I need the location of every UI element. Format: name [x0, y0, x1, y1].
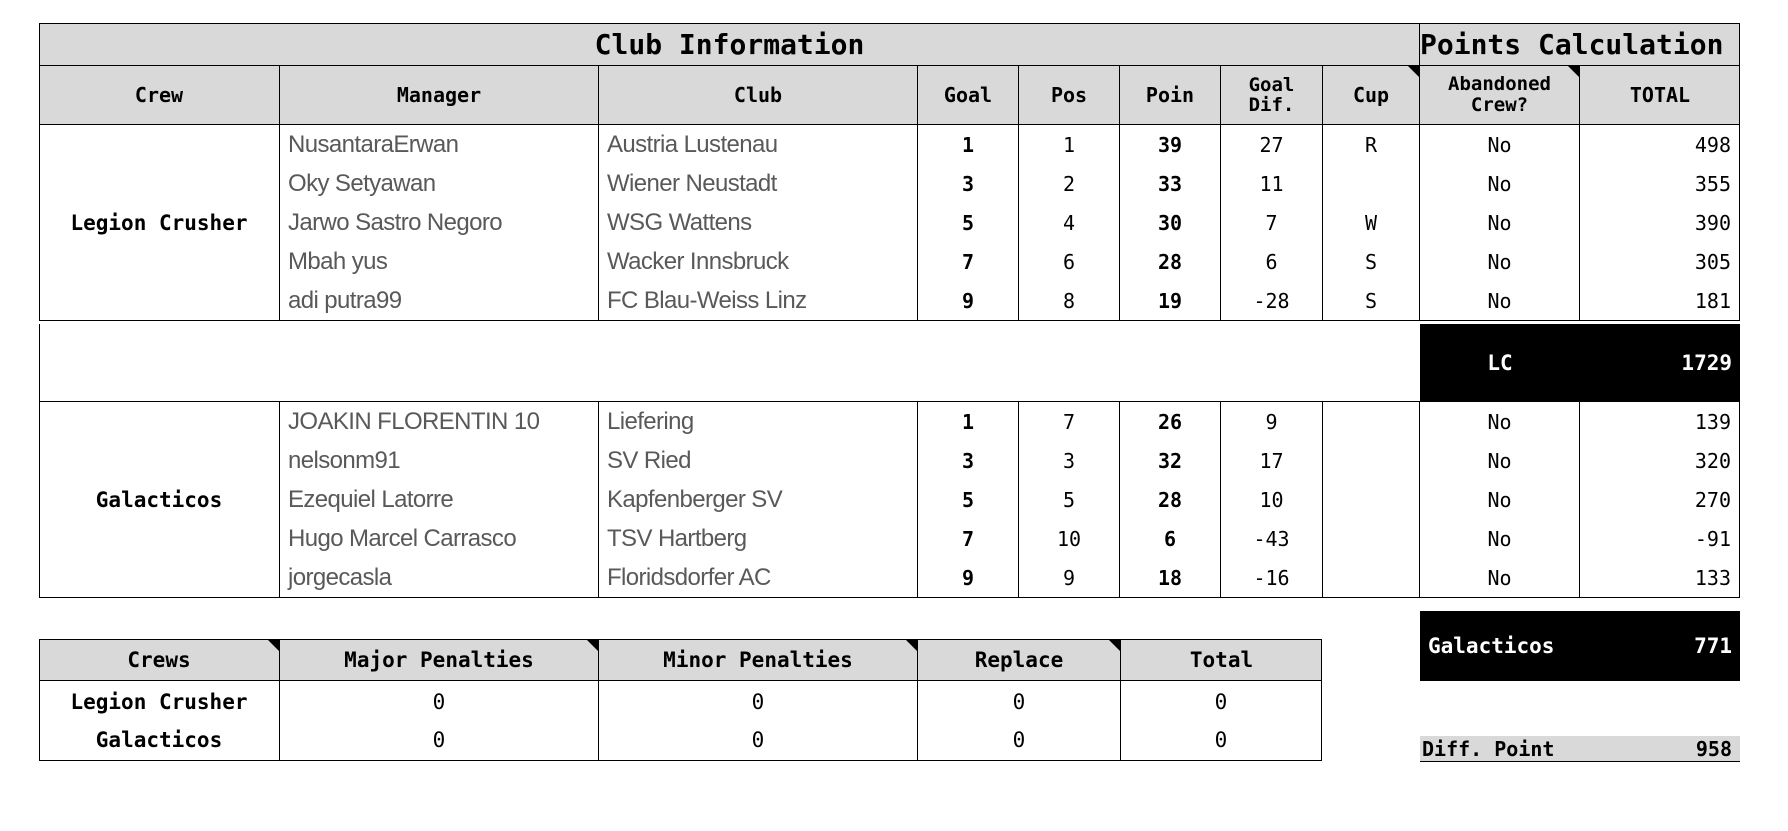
cell-pos[interactable]: 7 [1062, 409, 1076, 434]
comment-marker-icon [1109, 640, 1120, 651]
cell-total[interactable]: 498 [1694, 132, 1731, 157]
cell-club[interactable]: SV Ried [607, 446, 691, 474]
cell-goal[interactable]: 5 [961, 210, 975, 235]
penalty-cell-crew: Galacticos [95, 728, 223, 752]
cell-goal[interactable]: 9 [961, 288, 975, 313]
cell-gd[interactable]: 7 [1265, 210, 1278, 235]
cell-pos[interactable]: 10 [1056, 526, 1082, 551]
crew-summary-total [1420, 324, 1740, 401]
penalties-col-replace-label: Replace [974, 648, 1064, 672]
cell-cup[interactable]: S [1364, 288, 1378, 313]
cell-abandoned[interactable]: No [1487, 409, 1512, 434]
cell-manager[interactable]: Jarwo Sastro Negoro [288, 208, 503, 236]
col-header-manager: Manager [280, 66, 599, 124]
cell-poin[interactable]: 28 [1157, 249, 1183, 274]
col-header-total: TOTAL [1629, 83, 1691, 107]
cell-abandoned[interactable]: No [1487, 526, 1512, 551]
penalties-col-minor [599, 640, 918, 680]
cell-club[interactable]: Floridsdorfer AC [607, 563, 771, 591]
cell-club[interactable]: FC Blau-Weiss Linz [607, 286, 807, 314]
cell-pos[interactable]: 8 [1062, 288, 1076, 313]
cell-poin[interactable]: 28 [1157, 487, 1183, 512]
penalty-cell-crew: Legion Crusher [70, 690, 248, 714]
cell-total[interactable]: 139 [1694, 409, 1731, 434]
cell-goal[interactable]: 5 [961, 487, 975, 512]
cell-abandoned[interactable]: No [1487, 210, 1512, 235]
penalties-col-crews [39, 640, 280, 680]
penalty-cell-major[interactable]: 0 [432, 690, 446, 714]
penalty-cell-replace[interactable]: 0 [1012, 728, 1026, 752]
cell-gd[interactable]: 9 [1265, 409, 1278, 434]
cell-cup[interactable]: R [1364, 132, 1378, 157]
cell-club[interactable]: Kapfenberger SV [607, 485, 783, 513]
cell-total[interactable]: 305 [1694, 249, 1731, 274]
cell-total[interactable]: 181 [1694, 288, 1731, 313]
cell-club[interactable]: Wacker Innsbruck [607, 247, 789, 275]
cell-manager[interactable]: Ezequiel Latorre [288, 485, 454, 513]
cell-abandoned[interactable]: No [1487, 249, 1512, 274]
cell-manager[interactable]: jorgecasla [288, 563, 392, 591]
cell-poin[interactable]: 33 [1157, 171, 1183, 196]
cell-pos[interactable]: 5 [1062, 487, 1076, 512]
comment-marker-icon [1408, 66, 1419, 77]
cell-goal[interactable]: 7 [961, 526, 975, 551]
cell-pos[interactable]: 9 [1062, 565, 1076, 590]
cell-poin[interactable]: 18 [1157, 565, 1183, 590]
cell-abandoned[interactable]: No [1487, 565, 1512, 590]
penalties-col-major-label: Major Penalties [344, 648, 534, 672]
cell-poin[interactable]: 32 [1157, 448, 1183, 473]
club-information-title: Club Information [594, 28, 865, 61]
cell-manager[interactable]: NusantaraErwan [288, 130, 459, 158]
cell-total[interactable]: 270 [1694, 487, 1731, 512]
cell-cup[interactable] [1323, 558, 1419, 597]
cell-pos[interactable]: 6 [1062, 249, 1076, 274]
cell-abandoned[interactable]: No [1487, 487, 1512, 512]
col-header-cup-label: Cup [1352, 83, 1390, 107]
crew-summary-label: LC [1487, 350, 1513, 375]
comment-marker-icon [587, 640, 598, 651]
cell-cup[interactable] [1323, 402, 1419, 441]
cell-total[interactable]: -91 [1694, 526, 1731, 551]
cell-cup[interactable] [1323, 164, 1419, 203]
comment-marker-icon [1568, 66, 1579, 77]
comment-marker-icon [268, 640, 279, 651]
cell-club[interactable]: Austria Lustenau [607, 130, 778, 158]
penalties-col-replace [918, 640, 1121, 680]
cell-cup[interactable] [1323, 441, 1419, 480]
penalties-col-minor-label: Minor Penalties [663, 648, 853, 672]
cell-club[interactable]: TSV Hartberg [607, 524, 747, 552]
penalty-cell-total[interactable]: 0 [1214, 690, 1228, 714]
cell-gd[interactable]: 11 [1259, 171, 1284, 196]
col-header-cup [1323, 66, 1420, 124]
cell-cup[interactable] [1323, 480, 1419, 519]
comment-marker-icon [906, 640, 917, 651]
penalty-cell-replace[interactable]: 0 [1012, 690, 1026, 714]
cell-manager[interactable]: nelsonm91 [288, 446, 401, 474]
points-calculation-title: Points Calculation [1420, 28, 1724, 61]
col-header-goal-dif [1221, 66, 1323, 124]
cell-abandoned[interactable]: No [1487, 448, 1512, 473]
cell-manager[interactable]: JOAKIN FLORENTIN 10 [288, 407, 540, 435]
cell-poin[interactable]: 26 [1157, 409, 1183, 434]
cell-cup[interactable]: W [1364, 210, 1378, 235]
cell-gd[interactable]: 17 [1259, 448, 1284, 473]
cell-manager[interactable]: Hugo Marcel Carrasco [288, 524, 517, 552]
penalty-cell-total[interactable]: 0 [1214, 728, 1228, 752]
col-header-goal-dif-label: Goal Dif. [1248, 74, 1295, 116]
club-information-header [39, 23, 1420, 66]
cell-manager[interactable]: Oky Setyawan [288, 169, 436, 197]
cell-poin[interactable]: 6 [1163, 526, 1177, 551]
cell-poin[interactable]: 30 [1157, 210, 1183, 235]
crew-summary-value: 771 [1694, 634, 1732, 658]
cell-goal[interactable]: 9 [961, 565, 975, 590]
cell-manager[interactable]: adi putra99 [288, 286, 402, 314]
cell-total[interactable]: 355 [1694, 171, 1731, 196]
cell-gd[interactable]: -28 [1253, 288, 1290, 313]
crew-summary-total [1420, 611, 1740, 681]
cell-goal[interactable]: 1 [961, 132, 975, 157]
cell-pos[interactable]: 2 [1062, 171, 1076, 196]
crew-name: Galacticos [95, 487, 223, 512]
cell-goal[interactable]: 3 [961, 448, 975, 473]
cell-gd[interactable]: 6 [1265, 249, 1278, 274]
cell-gd[interactable]: -43 [1253, 526, 1290, 551]
cell-total[interactable]: 320 [1694, 448, 1731, 473]
col-header-poin: Poin [1120, 66, 1221, 124]
col-header-pos: Pos [1019, 66, 1120, 124]
cell-gd[interactable]: -16 [1253, 565, 1290, 590]
cell-pos[interactable]: 1 [1062, 132, 1076, 157]
cell-poin[interactable]: 39 [1157, 132, 1183, 157]
penalties-col-major [280, 640, 599, 680]
cell-total[interactable]: 133 [1694, 565, 1731, 590]
col-header-crew: Crew [39, 66, 280, 124]
crew-summary-value: 1729 [1681, 350, 1732, 375]
cell-gd[interactable]: 27 [1259, 132, 1284, 157]
col-header-abandoned-label: Abandoned Crew? [1448, 73, 1551, 116]
cell-club[interactable]: Liefering [607, 407, 694, 435]
cell-abandoned[interactable]: No [1487, 171, 1512, 196]
cell-pos[interactable]: 3 [1062, 448, 1076, 473]
crew-summary-label: Galacticos [1428, 634, 1555, 658]
diff-point-row [1420, 736, 1740, 762]
penalties-col-crews-label: Crews [127, 648, 191, 672]
cell-manager[interactable]: Mbah yus [288, 247, 388, 275]
col-header-club: Club [599, 66, 918, 124]
cell-goal[interactable]: 3 [961, 171, 975, 196]
cell-total[interactable]: 390 [1694, 210, 1731, 235]
col-header-abandoned [1420, 66, 1580, 124]
cell-cup[interactable] [1323, 519, 1419, 558]
points-calculation-header [1420, 23, 1740, 66]
col-header-goal: Goal [918, 66, 1019, 124]
cell-goal[interactable]: 7 [961, 249, 975, 274]
cell-club[interactable]: Wiener Neustadt [607, 169, 777, 197]
cell-club[interactable]: WSG Wattens [607, 208, 752, 236]
cell-pos[interactable]: 4 [1062, 210, 1076, 235]
cell-goal[interactable]: 1 [961, 409, 975, 434]
penalties-col-total: Total [1189, 648, 1254, 672]
cell-poin[interactable]: 19 [1157, 288, 1183, 313]
cell-abandoned[interactable]: No [1487, 132, 1512, 157]
penalty-cell-major[interactable]: 0 [432, 728, 446, 752]
diff-point-label: Diff. Point [1422, 736, 1555, 761]
cell-cup[interactable]: S [1364, 249, 1378, 274]
crew-name: Legion Crusher [70, 210, 248, 235]
penalty-cell-minor[interactable]: 0 [751, 728, 765, 752]
cell-gd[interactable]: 10 [1259, 487, 1284, 512]
penalty-cell-minor[interactable]: 0 [751, 690, 765, 714]
cell-abandoned[interactable]: No [1487, 288, 1512, 313]
diff-point-value: 958 [1695, 736, 1732, 761]
